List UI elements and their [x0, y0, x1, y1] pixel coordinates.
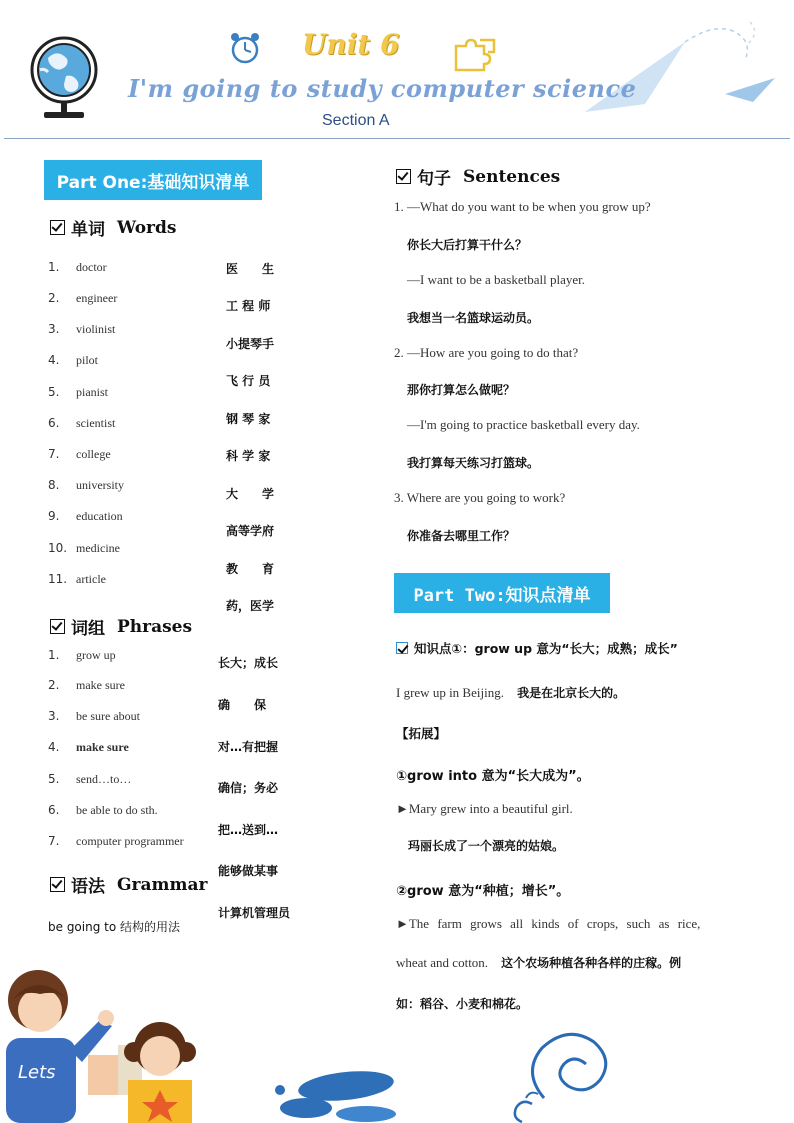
part-one-banner: Part One:基础知识清单	[44, 160, 262, 200]
word-cn: 飞 行 员	[226, 374, 271, 388]
sub-point-two: ②grow 意为“种植；增长”。	[396, 884, 570, 899]
phrase-en: be able to do sth.	[76, 803, 158, 817]
word-en: pilot	[76, 353, 99, 367]
phrase-number: 3.	[48, 709, 60, 723]
word-en: college	[76, 447, 111, 461]
word-en: article	[76, 572, 106, 586]
word-cn: 教 育	[226, 562, 275, 576]
word-en: engineer	[76, 291, 118, 305]
sentence-en: 1. —What do you want to be when you grow up?	[394, 199, 651, 214]
expand-label: 【拓展】	[396, 726, 447, 741]
word-en: pianist	[76, 385, 108, 399]
word-number: 2.	[48, 291, 60, 305]
phrase-number: 6.	[48, 803, 60, 817]
grammar-text: be going to 结构的用法	[48, 920, 181, 934]
sentence-cn: 我想当一名篮球运动员。	[407, 311, 540, 325]
grammar-cut-text	[48, 916, 218, 934]
header-divider	[4, 138, 790, 139]
word-cn: 药，医学	[226, 599, 275, 613]
sentence-cn: 你长大后打算干什么？	[407, 238, 528, 252]
sub-two-cut-text	[396, 993, 596, 1011]
word-number: 8.	[48, 478, 60, 492]
word-en: scientist	[76, 416, 116, 430]
phrases-heading	[50, 614, 192, 639]
phrase-en: computer programmer	[76, 834, 184, 848]
phrases-heading-cn: 词组	[71, 619, 105, 639]
sub-point-one: ①grow into 意为“长大成为”。	[396, 769, 590, 784]
sentences-heading-cn: 句子	[417, 169, 451, 189]
section-title: Section A	[322, 112, 390, 129]
word-number: 4.	[48, 353, 60, 367]
phrase-en: make sure	[76, 740, 129, 754]
grammar-heading-cn: 语法	[71, 877, 105, 897]
word-cn: 高等学府	[226, 524, 275, 538]
point-one-text: 知识点①：grow up 意为“长大；成熟；成长”	[414, 641, 678, 656]
word-en: medicine	[76, 541, 120, 555]
puzzle-icon	[452, 36, 500, 72]
word-number: 3.	[48, 322, 60, 336]
word-en: education	[76, 509, 123, 523]
word-number: 9.	[48, 509, 60, 523]
checkbox-icon	[50, 220, 65, 235]
word-number: 5.	[48, 385, 60, 399]
children-illustration	[0, 960, 240, 1123]
swirl-decoration	[498, 1024, 638, 1123]
word-number: 7.	[48, 447, 60, 461]
sentence-en: 3. Where are you going to work?	[394, 490, 566, 505]
example-one-cn: 我是在北京长大的。	[517, 686, 626, 700]
sub-one-example-cn: 玛丽长成了一个漂亮的姑娘。	[408, 839, 565, 853]
grammar-heading-en: Grammar	[117, 874, 208, 895]
checkbox-icon	[50, 619, 65, 634]
part-two-banner: Part Two:知识点清单	[394, 573, 610, 613]
sentence-en: —I'm going to practice basketball every day.	[407, 417, 640, 432]
word-en: university	[76, 478, 124, 492]
phrase-cn: 能够做某事	[218, 864, 279, 878]
sentence-en: —I want to be a basketball player.	[407, 272, 585, 287]
sub-two-example-cn: 这个农场种植各种各样的庄稼。例	[501, 956, 682, 970]
phrase-number: 5.	[48, 772, 60, 786]
phrase-number: 4.	[48, 740, 60, 754]
sentences-heading	[396, 164, 560, 189]
words-heading-en: Words	[117, 217, 177, 238]
sentences-heading-en: Sentences	[463, 166, 561, 187]
phrase-cn: 把…送到…	[218, 823, 279, 837]
checkbox-icon	[50, 877, 65, 892]
word-cn: 科 学 家	[226, 449, 271, 463]
word-cn: 小提琴手	[226, 337, 275, 351]
phrase-number: 2.	[48, 678, 60, 692]
phrase-number: 1.	[48, 648, 60, 662]
phrase-cn: 计算机管理员	[218, 906, 291, 920]
sentence-cn: 你准备去哪里工作？	[407, 529, 516, 543]
word-cn: 工 程 师	[226, 299, 271, 313]
phrase-en: send…to…	[76, 772, 132, 786]
word-cn: 大 学	[226, 487, 275, 501]
word-en: doctor	[76, 260, 107, 274]
word-number: 1.	[48, 260, 60, 274]
paper-plane-icon	[575, 12, 785, 122]
sub-one-example-en: ►Mary grew into a beautiful girl.	[396, 801, 573, 816]
words-heading-cn: 单词	[71, 220, 105, 240]
blue-leaf-decoration	[266, 1064, 416, 1123]
alarm-clock-icon	[228, 30, 262, 66]
phrases-heading-en: Phrases	[117, 616, 193, 637]
words-heading	[50, 215, 176, 240]
sub-two-cut: 如：稻谷、小麦和棉花。	[396, 997, 529, 1011]
sub-two-example-line2	[396, 952, 681, 971]
sub-two-example-line1: ►The farm grows all kinds of crops, such as rice,	[396, 916, 701, 931]
phrase-en: grow up	[76, 648, 116, 662]
globe-icon	[26, 28, 102, 120]
word-number: 6.	[48, 416, 60, 430]
word-en: violinist	[76, 322, 116, 336]
checkbox-icon	[396, 642, 408, 654]
phrase-cn: 确信；务必	[218, 781, 279, 795]
sentence-cn: 我打算每天练习打篮球。	[407, 456, 540, 470]
sub-two-example-en: wheat and cotton.	[396, 955, 489, 970]
word-number: 10.	[48, 541, 68, 555]
phrase-en: make sure	[76, 678, 125, 692]
word-number: 11.	[48, 572, 68, 586]
point-one	[396, 639, 678, 657]
word-cn: 钢 琴 家	[226, 412, 271, 426]
word-cn: 医 生	[226, 262, 275, 276]
svg-text:Lets: Lets	[18, 1062, 56, 1083]
sentence-en: 2. —How are you going to do that?	[394, 345, 579, 360]
phrase-number: 7.	[48, 834, 60, 848]
example-one	[396, 682, 625, 701]
sentence-cn: 那你打算怎么做呢？	[407, 383, 516, 397]
main-title: I'm going to study computer science	[128, 74, 637, 103]
phrase-cn: 长大；成长	[218, 656, 279, 670]
unit-title: Unit 6	[302, 28, 400, 61]
phrase-cn: 对…有把握	[218, 740, 279, 754]
checkbox-icon	[396, 169, 411, 184]
phrase-cn: 确 保	[218, 698, 267, 712]
grammar-heading	[50, 872, 207, 897]
phrase-en: be sure about	[76, 709, 140, 723]
example-one-en: I grew up in Beijing.	[396, 685, 504, 700]
